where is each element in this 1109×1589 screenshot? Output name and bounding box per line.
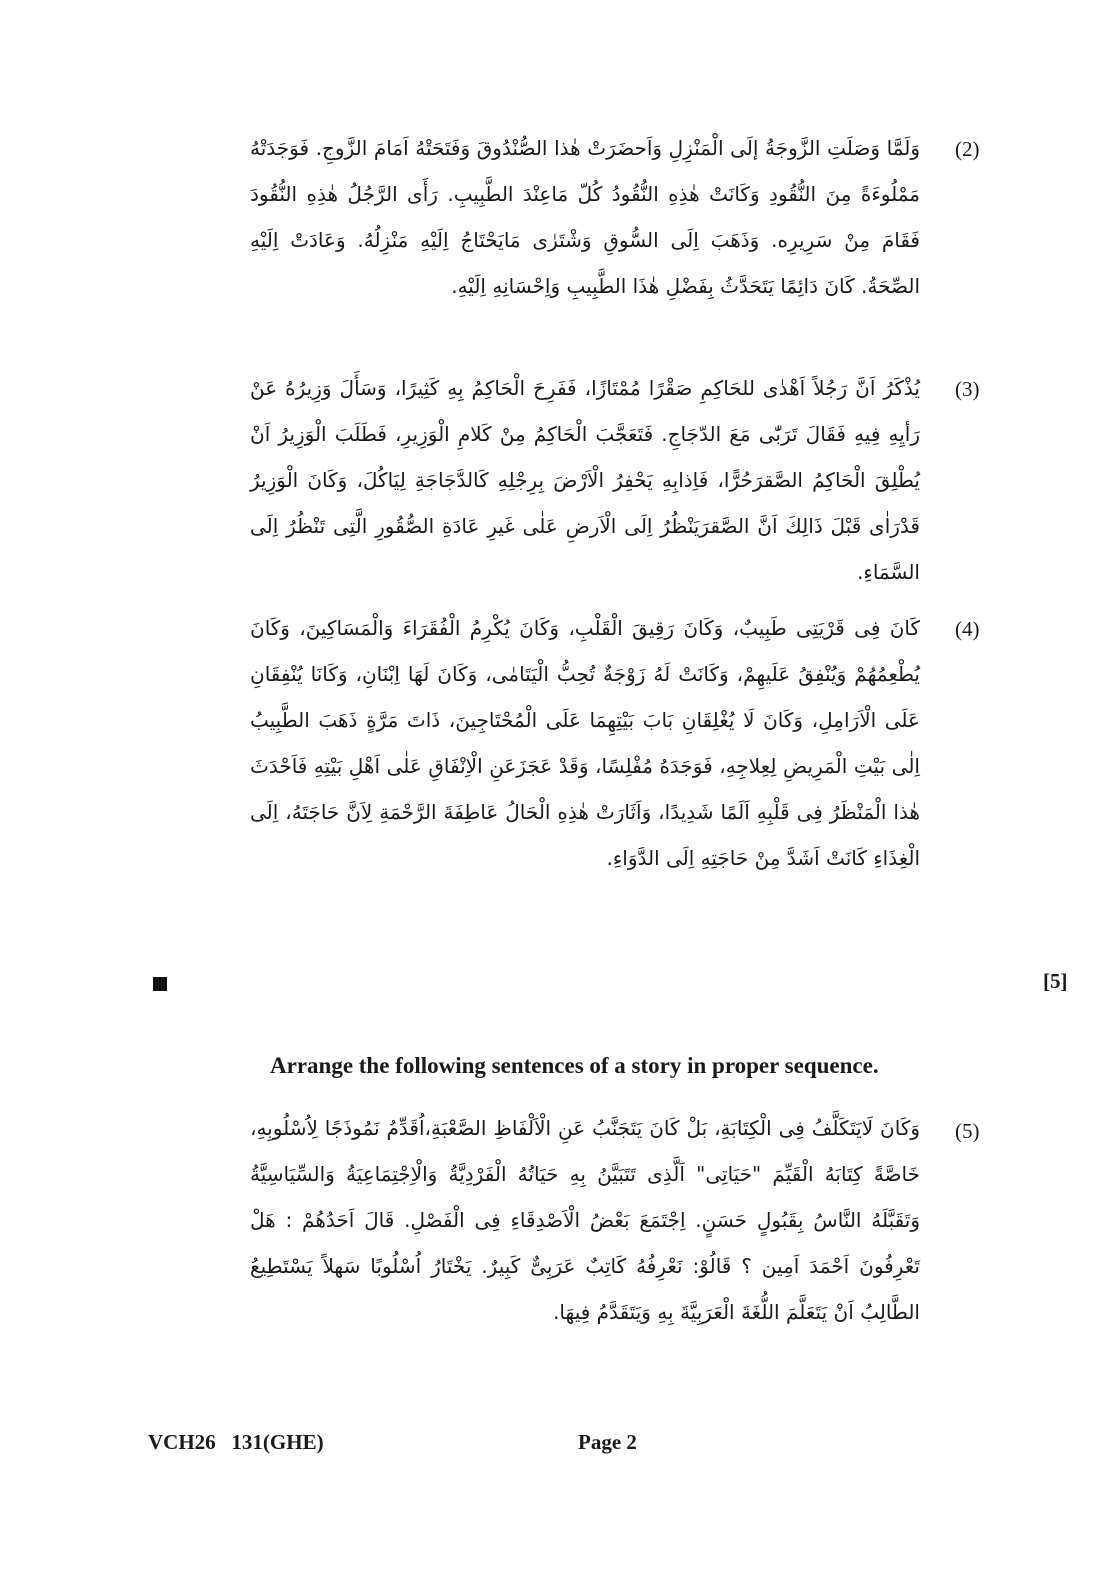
marks-label: [5] [1043,969,1068,993]
arabic-passage: وَكَانَ لَايَتَكَلَّفُ فِى الْكِتَابَةِ، بَلْ كَانَ يَتَجَنَّبُ عَنِ الْاَلْفَاظِ الصَّعْبَةِ،اُقَدِّمُ نَمُوذَجًا لِاُسْلُوبِهِ، خَاصَّةً كِتَابَهُ الْقَيِّمَ "حَيَاتِى" اَلَّذِى تَتَبَيَّنُ بِهِ حَيَاتُهُ الْفَرْدِيَّةُ وَالْاِجْتِمَاعِيَةُ وَالسِّيَاسِيَّةُ وَتَقَبَّلَهُ النَّاسُ بِقَبُولٍ حَسَنٍ. اِجْتَمَعَ بَعْضُ الْاَصْدِقَاءِ فِى الْفَصْلِ. قَالَ اَحَدُهُمْ : هَلْ تَعْرِفُونَ اَحْمَدَ اَمِين ؟ قَالُوْ: نَعْرِفُهُ كَاتِبٌ عَرَبِىٌّ كَبِيرٌ. يَخْتَارُ اُسْلُوبًا سَهلاً يَسْتَطِيعُ الطَّالِبُ اَنْ يَتَعَلَّمَ اللُّغَةَ الْعَرَبِيَّةَ بِهِ وَيَتَقَدَّمُ فِيهَا. [250,1116,920,1324]
instruction-english: Arrange the following sentences of a story in proper sequence. [270,1053,879,1078]
item-number: (3) [955,377,980,401]
question-instruction [0,965,1109,1090]
item-number: (2) [955,137,980,161]
item-number: (5) [955,1119,980,1143]
square-bullet-icon [153,977,167,991]
arabic-passage: كَانَ فِى قَرْيَتِى طَبِيبٌ، وَكَانَ رَقِيقَ الْقَلْبِ، وَكَانَ يُكْرِمُ الْفُقَرَاءَ وَالْمَسَاكِينَ، وَكَانَ يُطْعِمُهُمْ وَيُنْفِقُ عَلَيهِمْ، وَكَانَتْ لَهُ زَوْجَةٌ تُحِبُّ الْيَتَامٰى، وَكَانَ لَهَا اِبْنَانِ، وَكَانَا يُنْفِقَانِ عَلَى الْاَرَامِلِ، وَكَانَ لَا يُغْلِقَانِ بَابَ بَيْتِهِمَا عَلَى الْمُحْتَاجِينَ، ذَاتَ مَرَّةٍ ذَهَبَ الطَّبِيبُ اِلٰى بَيْتِ الْمَرِيضِ لِعِلاجِهِ، فَوَجَدَهُ مُفْلِسًا، وَقَدْ عَجَزَعَنِ الْاِنْفَاقِ عَلٰى اَهْلِ بَيْتِهِ فَاَحْدَثَ هٰذا الْمَنْظَرُ فِى قَلْبِهِ اَلَمًا شَدِيدًا، وَاَثَارَتْ هٰذِهِ الْحَالُ عَاطِفَةَ الرَّحْمَةِ لِاَنَّ حَاجَتَهُ، اِلَى الْغِذَاءِ كَانَتْ اَشَدَّ مِنْ حَاجَتِهِ اِلَى الدَّوَاءِ. [250,616,920,870]
page-footer [0,1430,1109,1460]
page-number: Page 2 [578,1430,637,1454]
arabic-passage: يُذْكَرُ اَنَّ رَجُلاً اَهْدٰى للحَاكِمِ صَقْرًا مُمْتَازًا، فَفَرِحَ الْحَاكِمُ بِهِ كَثِيرًا، وَسَأَلَ وَزِيرُهُ عَنْ رَأيِهِ فِيهِ فَقَالَ تَرَبّٰى مَعَ الدّجَاجِ. فَتَعَجَّبَ الْحَاكِمُ مِنْ كَلامِ الْوَزِيرِ، فَطَلَبَ الْوَزِيرُ اَنْ يُطْلِقَ الْحَاكِمُ الصَّقرَحُرًّا، فَاِذابِهِ يَحْفِرُ الْاَرْضَ بِرِجْلِهِ كَالدَّجَاجَةِ لِيَاكُلَ، وَكَانَ الْوَزِيرُ قَدْرَاٰى قَبْلَ ذَالِكَ اَنَّ الصَّقرَيَنْظُرُ اِلَى الْاَرضِ عَلٰى غَيرِ عَادَةِ الصُّقُورِ الَّتِى تَنْظُرُ اِلَى السَّمَاءِ. [250,376,920,584]
paper-code: VCH26 131(GHE) [148,1430,324,1454]
arabic-passage: وَلَمَّا وَصَلَتِ الزَّوجَةُ إلَى الْمَنْزِلِ وَاَحضَرَتْ هٰذا الصُّنْدُوقَ وَفَتَحَتْهُ اَمَامَ الزَّوجِ. فَوَجَدَتْهُ مَمْلُوءَةً مِنَ النُّقُودِ وَكَانَتْ هٰذِهِ النُّقُودُ كُلّ مَاعِنْدَ الطَّبِيبِ. رَأَى الرَّجُلُ هٰذِهِ النُّقُودَ فَقَامَ مِنْ سَرِيرِه. وَذَهَبَ اِلَى السُّوقِ وَشْتَرٰى مَايَحْتَاجُ اِلَيْهِ مَنْزِلُهُ. وَعَادَتْ اِلَيْهِ الصِّحَةُ. كَانَ دَائِمًا يَتَحَدَّثُ بِفَضْلِ هٰذَا الطَّبِيبِ وَاِحْسَانِهِ اِلَيْهِ. [250,136,920,298]
item-number: (4) [955,617,980,641]
